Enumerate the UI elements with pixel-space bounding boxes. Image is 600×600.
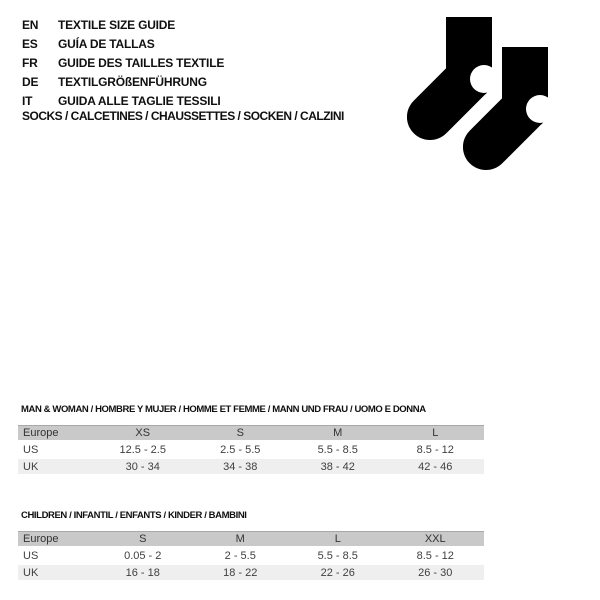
language-code: EN [22, 17, 39, 32]
language-label: GUÍA DE TALLAS [58, 36, 155, 51]
size-cell: 5.5 - 8.5 [289, 442, 387, 457]
table-row-uk [18, 565, 484, 580]
children-table-title: CHILDREN / INFANTIL / ENFANTS / KINDER / BAMBINI [21, 510, 247, 521]
column-header-region: Europe [18, 531, 94, 546]
language-label: GUIDA ALLE TAGLIE TESSILI [58, 93, 221, 108]
size-cell: 5.5 - 8.5 [289, 548, 387, 563]
table-row-us [18, 442, 484, 457]
language-code: ES [22, 36, 38, 51]
size-cell: 34 - 38 [192, 459, 290, 474]
size-cell: 22 - 26 [289, 565, 387, 580]
language-label: TEXTILGRÖßENFÜHRUNG [58, 74, 207, 89]
socks-icon [406, 17, 556, 175]
size-cell: 38 - 42 [289, 459, 387, 474]
language-code: DE [22, 74, 39, 89]
size-cell: 16 - 18 [94, 565, 192, 580]
children-size-table [18, 529, 484, 582]
size-cell: 8.5 - 12 [387, 548, 485, 563]
column-header-size: S [192, 425, 290, 440]
size-cell: 8.5 - 12 [387, 442, 485, 457]
table-row-uk [18, 459, 484, 474]
column-header-size: L [387, 425, 485, 440]
column-header-size: S [94, 531, 192, 546]
column-header-size: XXL [387, 531, 485, 546]
language-code: FR [22, 55, 38, 70]
table-row-us [18, 548, 484, 563]
man-woman-table-title: MAN & WOMAN / HOMBRE Y MUJER / HOMME ET FEMME / MANN UND FRAU / UOMO E DONNA [21, 404, 426, 415]
children-size-section [18, 510, 484, 582]
size-cell: 18 - 22 [192, 565, 290, 580]
column-header-region: Europe [18, 425, 94, 440]
size-cell: 12.5 - 2.5 [94, 442, 192, 457]
category-title: SOCKS / CALCETINES / CHAUSSETTES / SOCKEN / CALZINI [22, 109, 344, 123]
language-label: TEXTILE SIZE GUIDE [58, 17, 176, 32]
table-header-row [18, 531, 484, 546]
size-cell: 26 - 30 [387, 565, 485, 580]
size-cell: 42 - 46 [387, 459, 485, 474]
language-code: IT [22, 93, 33, 108]
region-cell: UK [18, 565, 94, 580]
man-woman-size-section [18, 404, 484, 476]
size-cell: 2 - 5.5 [192, 548, 290, 563]
man-woman-size-table [18, 423, 484, 476]
language-row-it [22, 91, 224, 110]
region-cell: UK [18, 459, 94, 474]
size-cell: 30 - 34 [94, 459, 192, 474]
language-label: GUIDE DES TAILLES TEXTILE [58, 55, 225, 70]
column-header-size: M [289, 425, 387, 440]
size-cell: 0.05 - 2 [94, 548, 192, 563]
language-row-es [22, 34, 224, 53]
table-header-row [18, 425, 484, 440]
size-cell: 2.5 - 5.5 [192, 442, 290, 457]
column-header-size: XS [94, 425, 192, 440]
region-cell: US [18, 442, 94, 457]
language-row-fr [22, 53, 224, 72]
language-list [22, 15, 224, 110]
column-header-size: M [192, 531, 290, 546]
language-row-de [22, 72, 224, 91]
language-row-en [22, 15, 224, 34]
region-cell: US [18, 548, 94, 563]
column-header-size: L [289, 531, 387, 546]
